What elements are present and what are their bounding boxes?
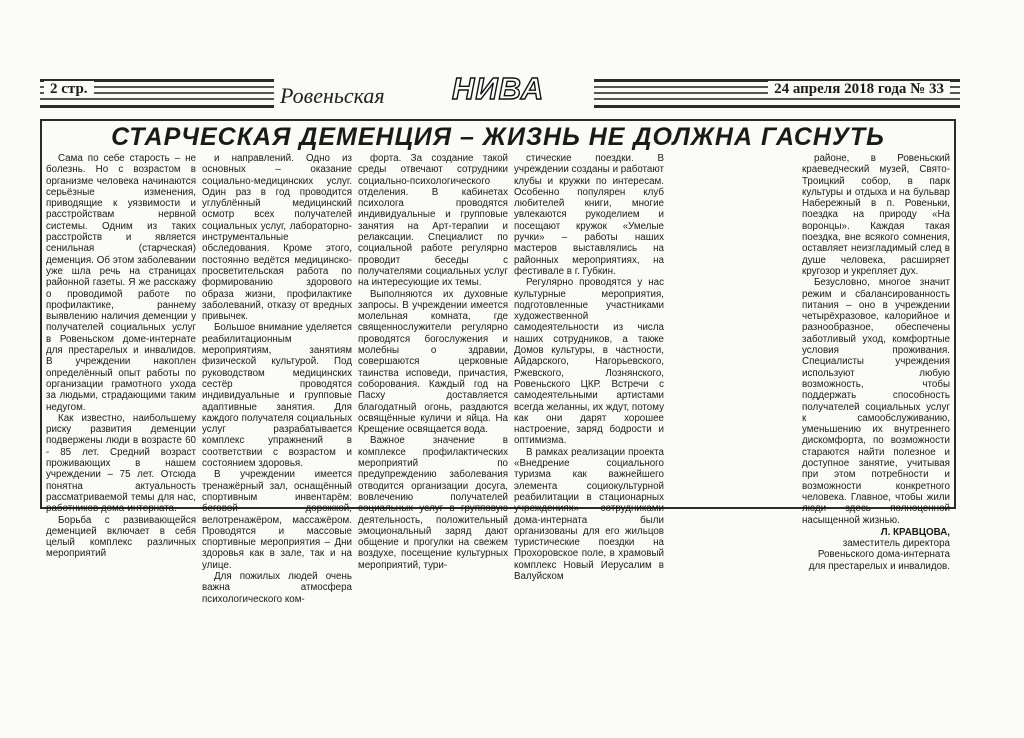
paragraph: Как известно, наибольшему риску развития деменции подвержены люди в возрасте 60 - 85 лет. Средний возраст проживающих в нашем учреждении – 75 лет. Отсюда понятна актуальность рассматриваемой темы для нас, работников дома-интерната. [46, 412, 196, 515]
author-position: заместитель директора Ровеньского дома-интерната для престарелых и инвалидов. [808, 538, 950, 572]
paragraph: стические поездки. В учреждении созданы и работают клубы и кружки по интересам. Особенно популярен клуб любителей книги, многие увлекаются рукоделием и посещают кружок «Умелые ручки» – работы наших мастеров выставлялись на районных мероприятиях, на фестивале в г. Губкин. [514, 153, 664, 277]
article-box [40, 119, 956, 605]
masthead [40, 71, 960, 111]
paragraph: Выполняются их духовные запросы. В учреждении имеется молельная комната, где священнослужители регулярно проводятся богослужения и молебны о здравии, совершаются церковные таинства исповеди, причастия, соборования. Каждый год на Пасху доставляется благодатный огонь, раздаются освящённые куличи и яйца. На Крещение освящается вода. [358, 288, 508, 436]
paragraph: районе, в Ровеньский краеведческий музей, Свято-Троицкий собор, в парк культуры и отдыха и на бульвар Набережный в п. Ровеньки, поездка на природу «На воронцы». Каждая такая поездка, вне всякого сомнения, оставляет неизгладимый след в душе человека, расширяет кругозор и укрепляет дух. [802, 153, 950, 277]
article-headline: СТАРЧЕСКАЯ ДЕМЕНЦИЯ – ЖИЗНЬ НЕ ДОЛЖНА ГАСНУТЬ [111, 123, 885, 151]
paragraph: Большое внимание уделяется реабилитационным мероприятиям, занятиям физической культурой. Под руководством медицинских сестёр проводятся индивидуальные и групповые адаптивные занятия. Для каждого получателя социальных услуг разрабатывается комплекс упражнений в соответствии с возрастом и состоянием здоровья. [202, 322, 352, 470]
newspaper-title-script: Ровеньская [280, 83, 385, 108]
paragraph: Сама по себе старость – не болезнь. Но с возрастом в организме человека начинаются серьёзные изменения, приводящие к уязвимости и расстройствам нервной системы. Одним из таких расстройств и является сенильная (старческая) деменция. Об этом заболевании уже шла речь на страницах районной газеты. Я же расскажу о проводимой работе по профилактике, раннему выявлению наличия деменции у получателей социальных услуг в Ровеньском доме-интернате для престарелых и инвалидов. В учреждении накоплен определённый опыт работы по организации грамотного ухода за людьми, страдающими таким недугом. [46, 153, 196, 413]
paragraph: В учреждении имеется тренажёрный зал, оснащённый спортивным инвентарём: беговой дорожкой, велотренажёром, массажёром. Проводятся и массовые спортивные мероприятия – Дни здоровья как в зале, так и на улице. [202, 469, 352, 571]
article-column-5 [802, 153, 950, 572]
paragraph: форта. За создание такой среды отвечают сотрудники социально-психологического отделения. В кабинетах психолога проводятся индивидуальные и групповые занятия на Арт-терапии и релаксации. Специалист по социальной работе регулярно проводит беседы с получателями социальных услуг на интересующие их темы. [358, 153, 508, 289]
author-name: Л. КРАВЦОВА, [880, 526, 950, 538]
newspaper-logo: НИВА [452, 71, 545, 106]
paragraph: и направлений. Одно из основных – оказание социально-медицинских услуг. Один раз в год проводится углублённый медицинский осмотр всех получателей социальных услуг, лабораторно-инструментальные обследования. Кроме этого, постоянно ведётся медицинско-просветительская работа по формированию здорового образа жизни, профилактике заболеваний, отказу от вредных привычек. [202, 153, 352, 323]
paragraph: Важное значение в комплексе профилактических мероприятий по предупреждению заболевания отводится организации досуга, вовлечению получателей социальных услуг в групповую деятельность, положительный эмоциональный заряд дают общение и прогулки на свежем воздухе, посещение культурных мероприятий, тури- [358, 435, 508, 571]
article-column-3 [358, 153, 508, 571]
paragraph: Безусловно, многое значит режим и сбалансированность питания – оно в учреждении четырёхразовое, калорийное и разнообразное, обеспечены заботливый уход, комфортные условия проживания. Специалисты учреждения используют любую возможность, чтобы поддержать способность получателей социальных услуг к самообслуживанию, уменьшению их внутреннего дискомфорта, по возможности стараются найти полезное и доступное занятие, учитывая при этом потребности и возможности конкретного человека. Главное, чтобы жили люди здесь полноценной насыщенной жизнью. [802, 277, 950, 526]
page-number: 2 стр. [44, 81, 94, 98]
article-column-2 [202, 153, 352, 605]
paragraph: Для пожилых людей очень важна атмосфера психологического ком- [202, 570, 352, 605]
article-column-4 [514, 153, 664, 582]
article-column-1 [46, 153, 196, 560]
newspaper-title [274, 71, 594, 111]
paragraph: Борьба с развивающейся деменцией включает в себя целый комплекс различных мероприятий [46, 514, 196, 560]
issue-date: 24 апреля 2018 года № 33 [768, 81, 950, 98]
paragraph: Регулярно проводятся у нас культурные мероприятия, подготовленные участниками художественной самодеятельности из числа наших сотрудников, а также Домов культуры, в частности, Айдарского, Нагорьевского, Ржевского, Лознянского, Ровеньского ЦКР. Встречи с самодеятельными артистами всегда желанны, их ждут, потому как они дарят хорошее настроение, заряд бодрости и оптимизма. [514, 277, 664, 447]
paragraph: В рамках реализации проекта «Внедрение социального туризма как важнейшего элемента социокультурной реабилитации в стационарных учреждениях» сотрудниками дома-интерната были организованы для его жильцов туристические поездки на Прохоровское поле, в храмовый комплекс Новый Иерусалим в Валуйском [514, 446, 664, 582]
author-signature [802, 527, 950, 572]
